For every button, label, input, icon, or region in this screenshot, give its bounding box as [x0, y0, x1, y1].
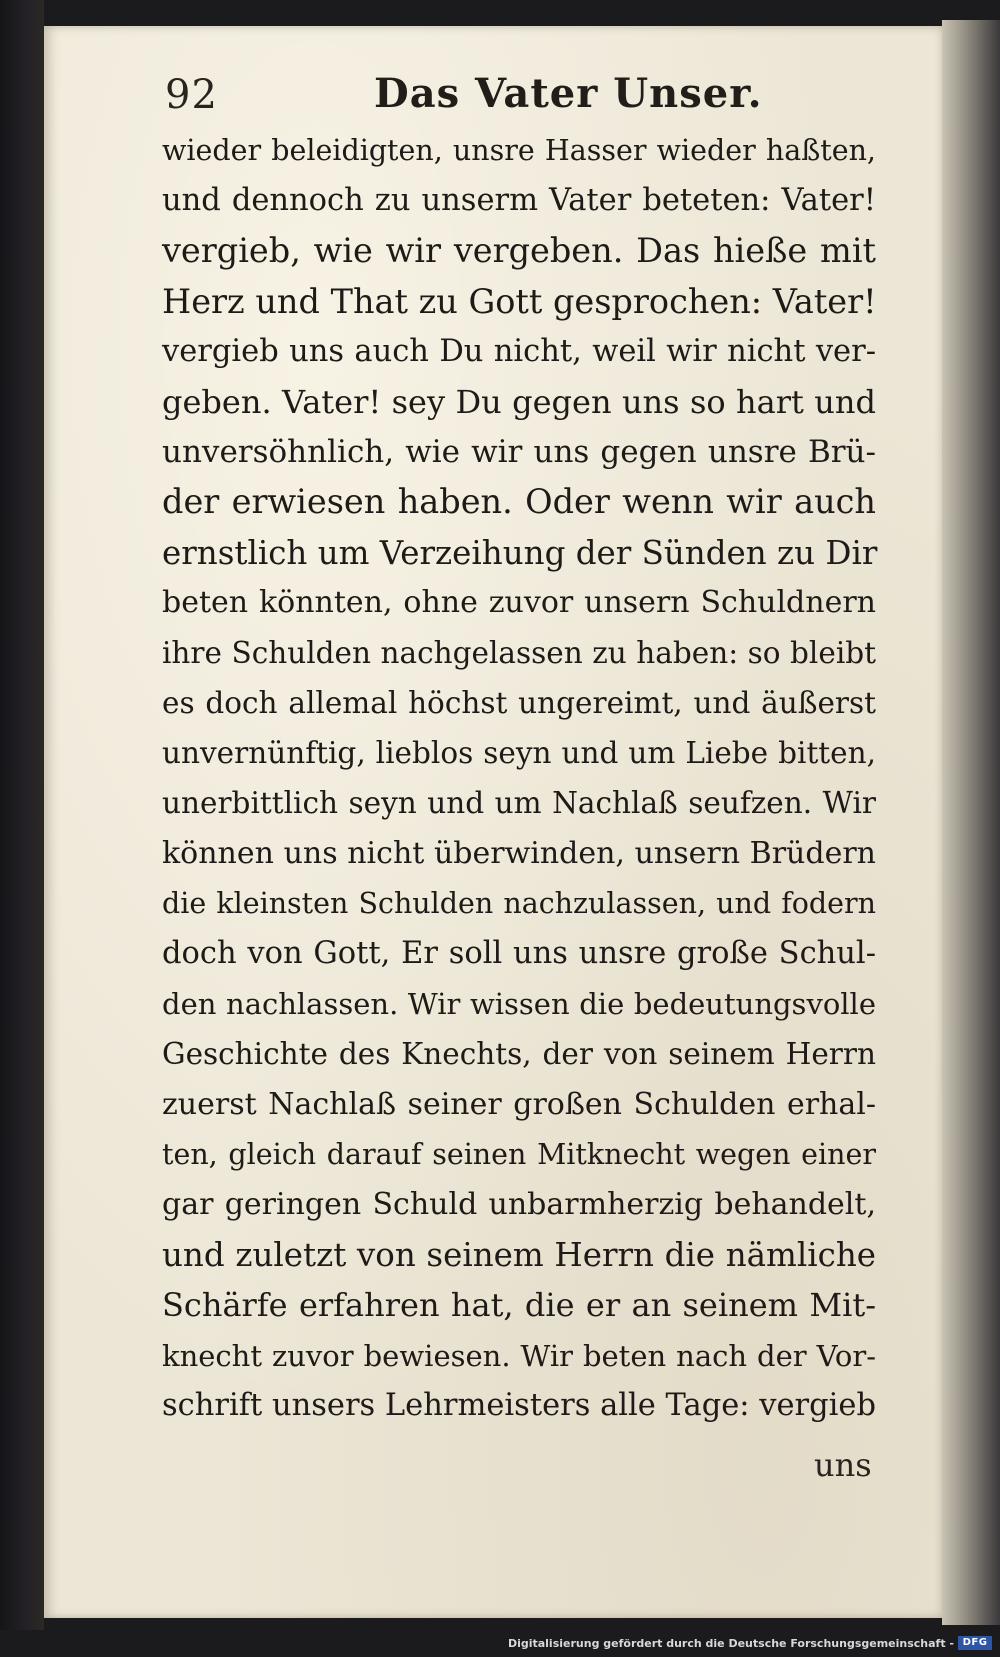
- text-line: Geschichte des Knechts, der von seinem Herrn: [162, 1037, 876, 1072]
- book-page: [44, 26, 942, 1618]
- text-line: unerbittlich seyn und um Nachlaß seufzen. Wir: [162, 786, 876, 821]
- text-line: zuerst Nachlaß seiner großen Schulden erhal-: [162, 1086, 876, 1122]
- text-line: den nachlassen. Wir wissen die bedeutungsvolle: [162, 987, 876, 1022]
- page-number: 92: [165, 72, 218, 118]
- text-line: vergieb, wie wir vergeben. Das hieße mit: [162, 231, 876, 271]
- text-line: unvernünftig, lieblos seyn und um Liebe bitten,: [162, 736, 876, 771]
- text-line: knecht zuvor bewiesen. Wir beten nach der Vor-: [162, 1338, 876, 1373]
- text-line: Herz und That zu Gott gesprochen: Vater!: [162, 281, 877, 321]
- text-line: geben. Vater! sey Du gegen uns so hart und: [162, 382, 876, 421]
- text-line: und zuletzt von seinem Herrn die nämliche: [162, 1236, 876, 1275]
- funding-credit: Digitalisierung gefördert durch die Deutsche Forschungsgemeinschaft -: [507, 1637, 954, 1650]
- text-line: vergieb uns auch Du nicht, weil wir nicht ver-: [162, 333, 876, 369]
- text-line: wieder beleidigten, unsre Hasser wieder haßten,: [162, 134, 876, 167]
- text-line: schrift unsers Lehrmeisters alle Tage: vergieb: [162, 1387, 876, 1423]
- page-header: [44, 62, 942, 122]
- book-gutter: [0, 0, 44, 1630]
- text-line: gar geringen Schuld unbarmherzig behandelt,: [162, 1186, 876, 1222]
- text-line: die kleinsten Schulden nachzulassen, und fodern: [162, 886, 876, 920]
- text-line: unversöhnlich, wie wir uns gegen unsre Brü-: [162, 434, 876, 471]
- dfg-logo: DFG: [958, 1636, 992, 1650]
- page-edge: [942, 20, 1000, 1625]
- running-title: Das Vater Unser.: [374, 70, 763, 117]
- catchword: uns: [814, 1446, 872, 1484]
- text-line: doch von Gott, Er soll uns unsre große Schul-: [162, 936, 876, 971]
- text-line: beten könnten, ohne zuvor unsern Schuldnern: [162, 584, 876, 620]
- text-line: und dennoch zu unserm Vater beteten: Vater!: [162, 183, 876, 219]
- text-line: ernstlich um Verzeihung der Sünden zu Dir: [162, 533, 878, 572]
- text-line: es doch allemal höchst ungereimt, und äußerst: [162, 686, 876, 721]
- text-line: der erwiesen haben. Oder wenn wir auch: [162, 482, 876, 522]
- text-line: ten, gleich darauf seinen Mitknecht wegen einer: [162, 1137, 876, 1171]
- text-line: können uns nicht überwinden, unsern Brüdern: [162, 835, 876, 871]
- text-line: Schärfe erfahren hat, die er an seinem Mit-: [162, 1286, 876, 1325]
- text-line: ihre Schulden nachgelassen zu haben: so bleibt: [162, 635, 876, 670]
- body-text: [162, 126, 876, 1431]
